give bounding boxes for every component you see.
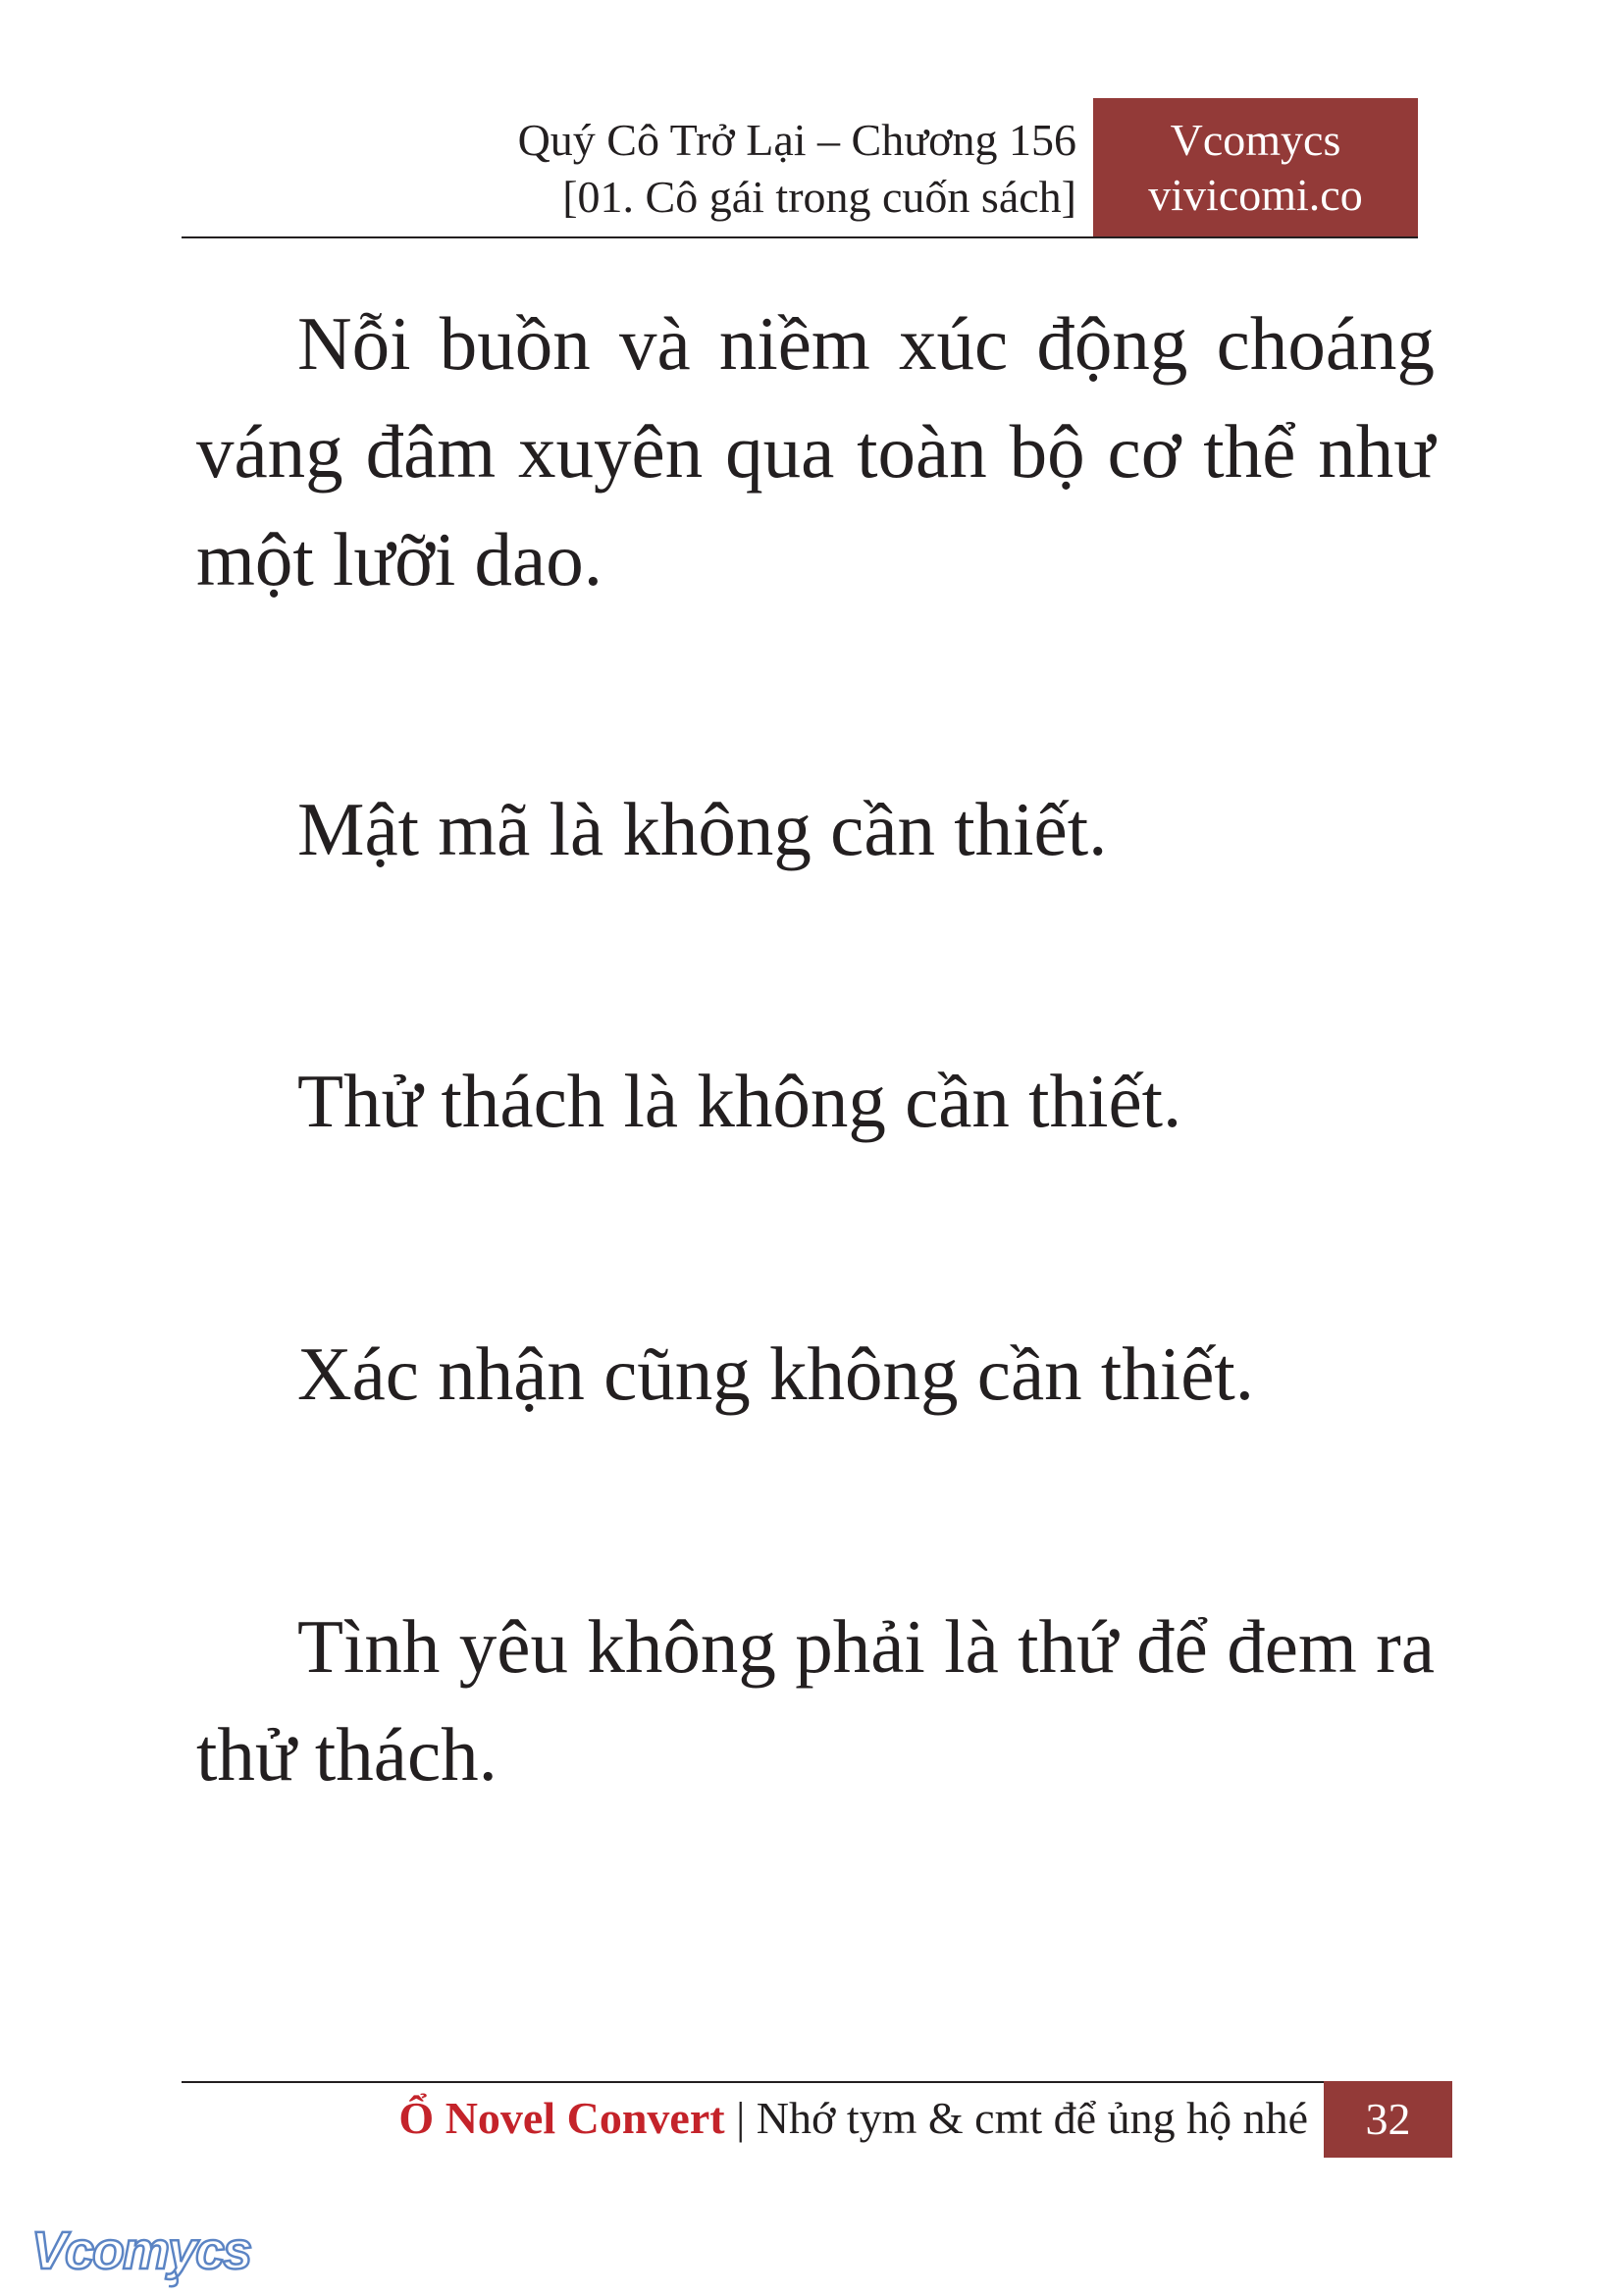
brand-badge [1093, 98, 1418, 237]
chapter-subtitle: [01. Cô gái trong cuốn sách] [562, 172, 1076, 222]
chapter-heading [518, 112, 1076, 226]
paragraph: Tình yêu không phải là thứ để đem ra thử thách. [196, 1604, 1435, 1797]
brand-name: Vcomycs [1170, 115, 1341, 165]
footer-divider [182, 2081, 1452, 2083]
paragraph: Nỗi buồn và niềm xúc động choáng váng đâm xuyên qua toàn bộ cơ thể như một lưỡi dao. [196, 301, 1435, 601]
header-divider [182, 236, 1418, 238]
page-footer [398, 2088, 1308, 2149]
watermark-text: Vcomycs [31, 2221, 251, 2280]
page-header [182, 98, 1418, 237]
footer-brand: Ổ Novel Convert [398, 2093, 725, 2143]
footer-separator: | [724, 2093, 757, 2143]
paragraph: Thử thách là không cần thiết. [297, 1059, 1182, 1143]
brand-site: vivicomi.co [1148, 170, 1363, 220]
footer-message: Nhớ tym & cmt để ủng hộ nhé [756, 2093, 1308, 2143]
paragraph: Xác nhận cũng không cần thiết. [297, 1331, 1255, 1416]
watermark-logo [27, 2219, 253, 2288]
page-number: 32 [1324, 2081, 1452, 2158]
paragraph: Mật mã là không cần thiết. [297, 787, 1108, 871]
chapter-title: Quý Cô Trở Lại – Chương 156 [517, 115, 1076, 165]
